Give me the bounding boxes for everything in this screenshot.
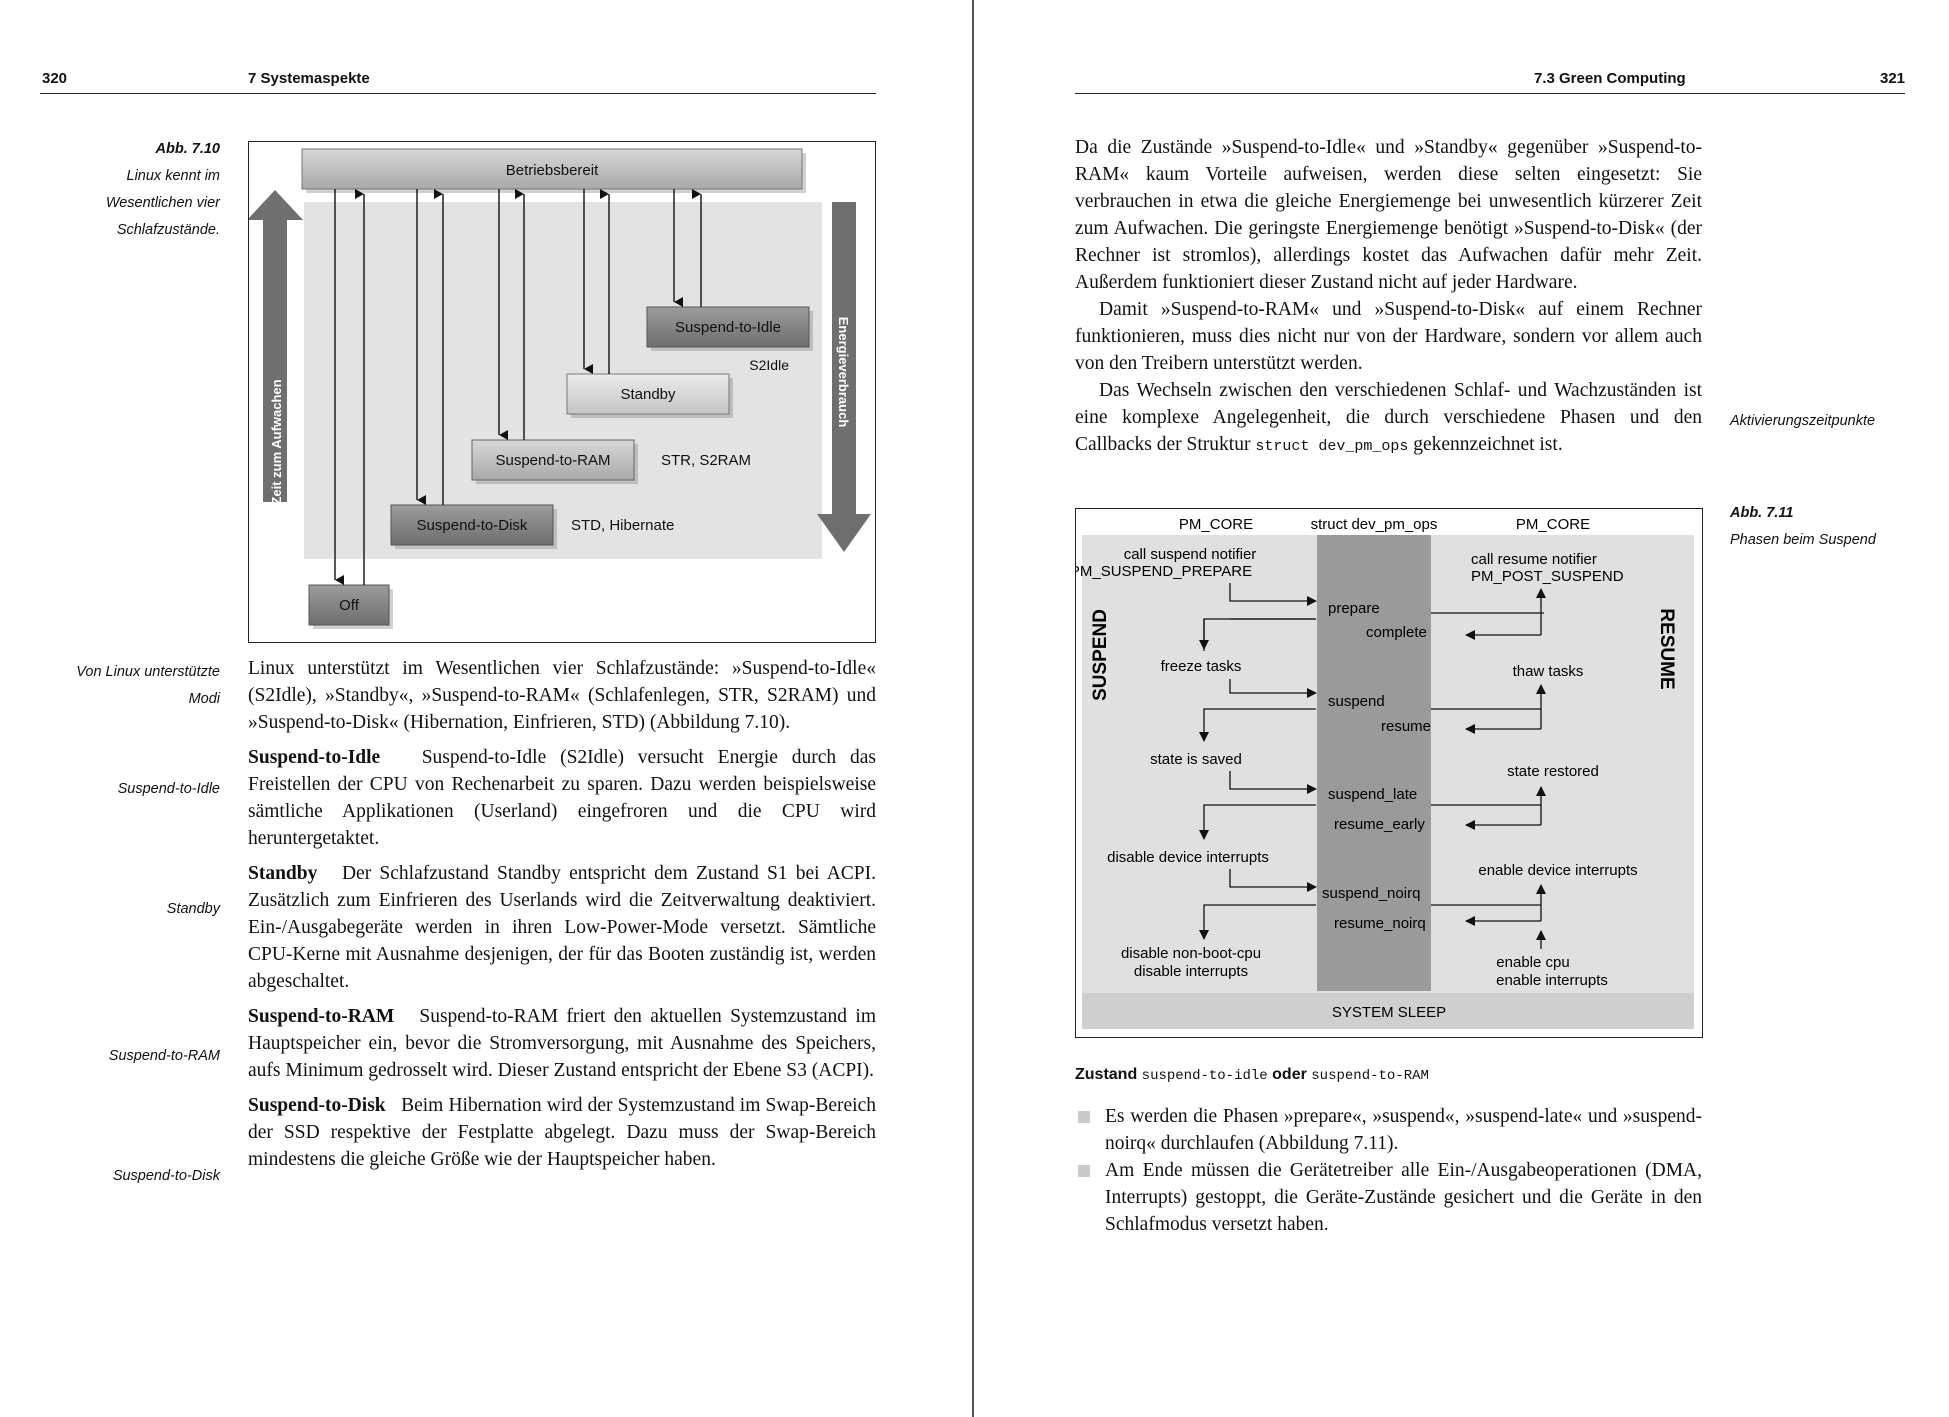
note-activation: Aktivierungszeitpunkte (1730, 413, 1876, 429)
note-suspend-to-ram: Suspend-to-RAM (108, 1048, 220, 1064)
state-name: Standby (620, 386, 676, 403)
page-number-right: 321 (1880, 70, 1906, 87)
paragraph-suspend-to-idle (248, 744, 876, 852)
paragraph-2: Damit »Suspend-to-RAM« und »Suspend-to-Disk« auf einem Rechner funktionieren, muss dies nicht nur von der Hardware, sondern vor allem auch von den Treibern unterstützt werden. (1075, 299, 1702, 374)
left-phase-label: disable interrupts (1133, 963, 1249, 980)
callback-label: resume_early (1334, 816, 1425, 833)
inline-code: struct dev_pm_ops (1255, 438, 1409, 455)
subheading (1075, 1066, 1429, 1084)
paragraph-suspend-to-ram (248, 1003, 876, 1084)
figure-7-10 (248, 141, 876, 643)
right-body-text (1075, 134, 1702, 460)
energy-label: Energieverbrauch (836, 316, 851, 428)
header-pm-core-right: PM_CORE (1515, 516, 1591, 533)
caption-line: Phasen beim Suspend (1730, 532, 1876, 548)
note-modi (40, 659, 220, 713)
callback-label: complete (1366, 624, 1427, 641)
right-page (976, 0, 1949, 1417)
right-phase-label: enable cpu (1496, 954, 1570, 971)
right-phase-label: thaw tasks (1512, 663, 1584, 680)
list-item (1075, 1103, 1702, 1157)
bullet-marker (1078, 1165, 1090, 1177)
state-name: Suspend-to-Disk (416, 517, 528, 534)
left-phase-label: freeze tasks (1160, 658, 1242, 675)
header-pm-core-left: PM_CORE (1178, 516, 1254, 533)
state-name: Suspend-to-Idle (675, 319, 781, 336)
term: Suspend-to-Idle (248, 747, 381, 768)
term: Suspend-to-Disk (248, 1095, 386, 1116)
list-item-text: Es werden die Phasen »prepare«, »suspend«, »suspend-late« und »suspend-noirq« durchlaufen (Abbildung 7.11). (1105, 1106, 1702, 1154)
left-phase-label: PM_SUSPEND_PREPARE (1076, 563, 1253, 580)
sleep-states-diagram (249, 142, 874, 641)
left-phase-label: disable non-boot-cpu (1120, 945, 1262, 962)
operational-label: Betriebsbereit (505, 162, 599, 179)
system-sleep-label: SYSTEM SLEEP (1331, 1004, 1447, 1021)
header-dev-pm-ops: struct dev_pm_ops (1310, 516, 1438, 533)
callback-label: resume_noirq (1334, 915, 1426, 932)
figure-label: Abb. 7.10 (155, 141, 220, 157)
header-rule-right (1075, 93, 1905, 94)
callback-label: suspend_noirq (1322, 885, 1421, 902)
note-suspend-to-idle: Suspend-to-Idle (117, 781, 220, 797)
state-abbr: STD, Hibernate (571, 517, 675, 534)
state-abbr: S2Idle (749, 357, 789, 373)
figure-caption-7-11 (1730, 500, 1930, 554)
suspend-side-label: SUSPEND (1090, 609, 1111, 701)
paragraph-text: Der Schlafzustand Standby entspricht dem Zustand S1 bei ACPI. Zusätzlich zum Einfrieren des Userlands wird die Zeitverwaltung deaktiviert. Ein-/Ausgabegeräte werden in ihren Low-Power-Mode versetzt. Sämtliche CPU-Kerne mit Ausnahme desjenigen, der für das Booten zuständig ist, werden abgeschaltet. (248, 863, 877, 992)
list-item-text: Am Ende müssen die Gerätetreiber alle Ein-/Ausgabeoperationen (DMA, Interrupts) gestoppt, die Geräte-Zustände gesichert und die Geräte in den Schlafmodus versetzt haben. (1105, 1160, 1702, 1235)
paragraph-intro: Linux unterstützt im Wesentlichen vier Schlafzustände: »Suspend-to-Idle« (S2Idle), »Standby«, »Suspend-to-RAM« (Schlafenlegen, STR, S2RAM) und »Suspend-to-Disk« (Hibernation, Einfrieren, STD) (Abbildung 7.10). (248, 658, 876, 733)
bullet-list (1075, 1103, 1702, 1238)
section-title: 7.3 Green Computing (1534, 70, 1686, 87)
paragraph-standby (248, 860, 876, 995)
left-body-text (248, 655, 876, 1173)
paragraph-text: Suspend-to-RAM friert den aktuellen Systemzustand im Hauptspeicher ein, bevor die Stromversorgung, mit Ausnahme des Speichers, aufs Minimum gedrosselt wird. Dieser Zustand entspricht der Ebene S3 (ACPI). (248, 1006, 876, 1081)
paragraph-text: Beim Hibernation wird der Systemzustand im Swap-Bereich der SSD respektive der Festplatte abgelegt. Dazu muss der Swap-Bereich mindestens die gleiche Größe wie der Hauptspeicher haben. (248, 1095, 876, 1170)
state-name: Off (339, 597, 359, 614)
list-item (1075, 1157, 1702, 1238)
right-phase-label: enable device interrupts (1478, 862, 1638, 879)
left-phase-label: disable device interrupts (1107, 849, 1269, 866)
paragraph-3 (1075, 377, 1702, 460)
callback-label: suspend (1328, 693, 1385, 710)
wake-time-label: Zeit zum Aufwachen (269, 379, 284, 505)
paragraph-text: gekennzeichnet ist. (1413, 434, 1563, 455)
left-phase-label: call suspend notifier (1123, 546, 1257, 563)
note-suspend-to-disk: Suspend-to-Disk (112, 1168, 220, 1184)
figure-label: Abb. 7.11 (1730, 505, 1794, 521)
right-phase-label: state restored (1507, 763, 1599, 780)
callback-label: prepare (1328, 600, 1380, 617)
caption-line: Linux kennt im (126, 168, 220, 184)
page-number-left: 320 (42, 70, 68, 87)
suspend-phases-diagram (1076, 509, 1701, 1036)
note-standby: Standby (166, 901, 220, 917)
callback-label: resume (1381, 718, 1432, 735)
right-phase-label: call resume notifier (1471, 551, 1597, 568)
subheading-text: Zustand (1075, 1066, 1138, 1083)
paragraph-suspend-to-disk (248, 1092, 876, 1173)
note-line: Modi (188, 691, 220, 707)
right-phase-label: PM_POST_SUSPEND (1471, 568, 1624, 585)
chapter-title: 7 Systemaspekte (248, 70, 370, 87)
bullet-marker (1078, 1111, 1090, 1123)
state-name: Suspend-to-RAM (495, 452, 611, 469)
term: Suspend-to-RAM (248, 1006, 395, 1027)
figure-7-11 (1075, 508, 1703, 1038)
note-line: Von Linux unterstützte (76, 664, 220, 680)
header-rule-left (40, 93, 876, 94)
right-phase-label: enable interrupts (1496, 972, 1608, 989)
caption-line: Schlafzustände. (116, 222, 220, 238)
callback-label: suspend_late (1328, 786, 1418, 803)
left-page (0, 0, 974, 1417)
subheading-text: oder (1272, 1066, 1307, 1083)
inline-code: suspend-to-RAM (1311, 1068, 1429, 1084)
paragraph-text: Suspend-to-Idle (S2Idle) versucht Energie durch das Freistellen der CPU von Rechenarbeit zu sparen. Dazu werden beispielsweise sämtliche Applikationen (Userland) eingefroren und die CPU wird heruntergetaktet. (248, 747, 876, 849)
left-phase-label: state is saved (1150, 751, 1242, 768)
paragraph-1: Da die Zustände »Suspend-to-Idle« und »Standby« gegenüber »Suspend-to-RAM« kaum Vorteile aufweisen, werden diese selten eingesetzt: Sie verbrauchen in etwa die gleiche Energiemenge bei unwesentlich kürzerer Zeit zum Aufwachen. Die geringste Energiemenge benötigt »Suspend-to-Disk« (der Rechner ist stromlos), allerdings kostet das Aufwachen dafür mehr Zeit. Außerdem funktioniert dieser Zustand nicht auf jeder Hardware. (1075, 137, 1702, 293)
caption-line: Wesentlichen vier (105, 195, 220, 211)
figure-caption-7-10 (40, 136, 220, 244)
state-abbr: STR, S2RAM (661, 452, 752, 469)
resume-side-label: RESUME (1656, 608, 1677, 690)
term: Standby (248, 863, 318, 884)
inline-code: suspend-to-idle (1141, 1068, 1268, 1084)
paragraph-text: Das Wechseln zwischen den verschiedenen Schlaf- und Wachzuständen ist eine komplexe Angelegenheit, die durch verschiedene Phasen und den Callbacks der Struktur (1075, 380, 1702, 455)
background-panel (304, 202, 822, 559)
